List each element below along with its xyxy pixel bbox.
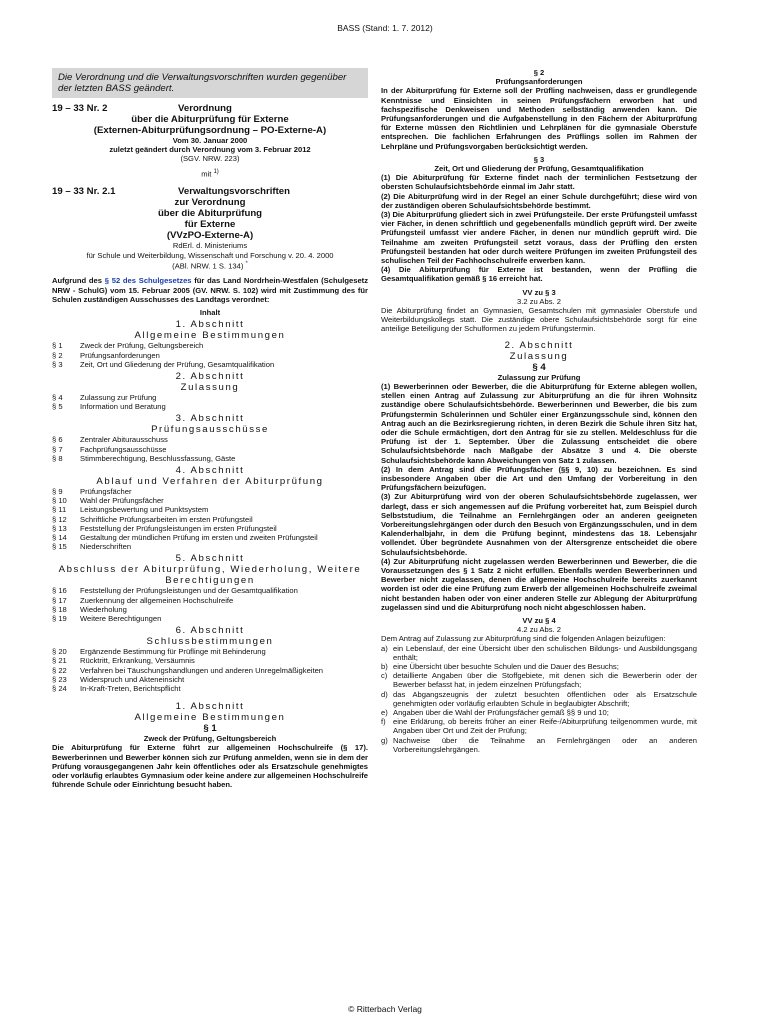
toc-abschnitt: 1. Abschnitt	[175, 319, 245, 331]
toc-item-number: § 5	[52, 402, 63, 412]
vv4-subtitle: 4.2 zu Abs. 2	[517, 625, 561, 635]
list-item	[381, 690, 697, 708]
list-item	[381, 708, 697, 717]
toc-item-label: Niederschriften	[80, 542, 132, 552]
vo-title: Verordnung	[178, 103, 232, 114]
toc-abschnitt: 6. Abschnitt	[175, 625, 245, 637]
list-item-text: detaillierte Angaben über die Stoffgebiete, mit denen sich die Bewerberin oder der Bewerber befasst hat, in jedem einzelnen Prüfungsfach;	[393, 671, 697, 690]
toc-item[interactable]	[52, 684, 368, 693]
toc-item-number: § 12	[52, 514, 67, 524]
paragraph4-clause: (1) Bewerberinnen oder Bewerber, die die Abiturprüfung für Externe ablegen wollen, stellen einen Antrag auf Zulassung zur Abiturprüfung an die für ihren Wohnsitz zuständige obere Schulaufsichtsbehörde. Bewerberinnen und Bewerber, die bis zum Prüfungstermin Schülerinnen und Schüler einer Ergänzungsschule sind, können den Antrag auch an die Bezirksregierung richten, in deren Bezirk die Schule ihren Sitz hat, oder die Schule ermächtigen, dort den Antrag für sie zu stellen. Meldeschluss für die Prüfung ist der 1. September. Über die Zulassung entscheidet die obere Schulaufsichtsbehörde nach Maßgabe der Absätze 3 und 4. Die oberste Schulaufsichtsbehörde kann Abweichungen von Satz 1 zulassen.	[381, 381, 697, 465]
toc-abschnitt: 3. Abschnitt	[175, 413, 245, 425]
toc-item-number: § 11	[52, 505, 67, 515]
toc-item[interactable]	[52, 351, 368, 360]
toc-item[interactable]	[52, 605, 368, 614]
toc-heading: Inhalt	[199, 308, 221, 318]
toc-item[interactable]	[52, 675, 368, 684]
toc-item-label: Verfahren bei Täuschungshandlungen und anderen Unregelmäßigkeiten	[80, 665, 324, 675]
paragraph1-text: Die Abiturprüfung für Externe führt zur allgemeinen Hochschulreife (§ 17). Bewerberinnen und Bewerber können sich zur Prüfung anmelden, wenn sie in dem der Prüfung vorausgegangenen Jahr kein öffentliches oder als Ersatzschule genehmigtes oder vorläufig erlaubtes Gymnasium oder keine andere zur allgemeinen Hochschulreife führende Schule oder Einrichtung besucht haben.	[52, 743, 368, 790]
toc-item-label: Zulassung zur Prüfung	[80, 392, 157, 402]
toc-item-number: § 16	[52, 586, 67, 596]
vv-heading-row	[52, 186, 368, 197]
vo-title-line2: über die Abiturprüfung für Externe	[131, 114, 289, 125]
paragraph1-number: § 1	[203, 723, 217, 735]
toc-item-label: Leistungsbewertung und Punktsystem	[80, 505, 209, 515]
list-item-text: eine Erklärung, ob bereits früher an einer Reife-/Abiturprüfung teilgenommen wurde, mit Angaben über Ort und Zeit der Prüfung;	[393, 717, 697, 736]
toc-item[interactable]	[52, 496, 368, 505]
toc-item-number: § 9	[52, 486, 63, 496]
vo-changed: zuletzt geändert durch Verordnung vom 3. Februar 2012	[109, 145, 311, 155]
toc-abschnitt: 5. Abschnitt	[175, 553, 245, 565]
paragraph3-title: Zeit, Ort und Gliederung der Prüfung, Gesamtqualifikation	[434, 164, 644, 174]
toc-item-number: § 4	[52, 392, 63, 402]
toc-item-label: Wiederholung	[80, 604, 127, 614]
toc-item[interactable]	[52, 445, 368, 454]
vo-heading-row	[52, 103, 368, 114]
toc-item[interactable]	[52, 360, 368, 369]
vv3-title: VV zu § 3	[522, 287, 556, 297]
paragraph3-clause: (1) Die Abiturprüfung für Externe findet nach der terminlichen Festsetzung der obersten Schulaufsichtsbehörde einmal im Jahr statt.	[381, 173, 697, 192]
vo-date: Vom 30. Januar 2000	[172, 136, 248, 145]
toc-item[interactable]	[52, 487, 368, 496]
toc-item-number: § 14	[52, 532, 67, 542]
toc-item[interactable]	[52, 454, 368, 463]
toc-item-label: Ergänzende Bestimmung für Prüflinge mit Behinderung	[80, 647, 266, 657]
section1-title: Allgemeine Bestimmungen	[134, 712, 286, 724]
schulgesetz-link[interactable]: § 52 des Schulgesetzes	[104, 276, 192, 286]
paragraph3-clause: (3) Die Abiturprüfung gliedert sich in zwei Prüfungsteile. Der erste Prüfungsteil umfasst vier Fächer, in denen schriftlich und gegebenenfalls mündlich geprüft wird. Der zweite Prüfungsteil umfasst vier andere Fächer, in denen nur mündlich geprüft wird. Die Teilnahme am zweiten Prüfungsteil setzt voraus, dass der Prüfling den ersten Prüfungsteil bestanden hat oder durch weitere Prüfungen im zweiten Prüfungsteil des schulischen Teil der Fachhochschulreife erwerben kann.	[381, 210, 697, 266]
toc-item[interactable]	[52, 614, 368, 623]
toc-item-label: Zuerkennung der allgemeinen Hochschulreife	[80, 595, 234, 605]
list-item	[381, 671, 697, 689]
paragraph2-number: § 2	[533, 68, 545, 77]
toc-item-number: § 15	[52, 542, 67, 552]
paragraph3-clause: (4) Die Abiturprüfung für Externe ist bestanden, wenn der Prüfling die Gesamtqualifikation gemäß § 16 erreicht hat.	[381, 265, 697, 284]
paragraph4-body	[381, 382, 697, 612]
toc-item[interactable]	[52, 542, 368, 551]
toc-item-label: Zentraler Abiturausschuss	[80, 435, 168, 445]
list-item-text: Angaben über die Wahl der Prüfungsfächer gemäß §§ 9 und 10;	[393, 708, 609, 717]
vo-number: 19 – 33 Nr. 2	[52, 103, 108, 114]
toc-item[interactable]	[52, 533, 368, 542]
footnote-marker: 1)	[213, 168, 219, 175]
list-item	[381, 644, 697, 662]
toc-item[interactable]	[52, 586, 368, 595]
toc-item-number: § 21	[52, 656, 67, 666]
paragraph1-title: Zweck der Prüfung, Geltungsbereich	[143, 734, 277, 744]
vv-title-line2: zur Verordnung	[174, 197, 246, 209]
toc-item-number: § 20	[52, 647, 67, 657]
list-item	[381, 662, 697, 671]
toc-item-number: § 1	[52, 341, 63, 351]
list-item	[381, 736, 697, 754]
vv-title-line3: über die Abiturprüfung	[157, 208, 263, 220]
toc-item[interactable]	[52, 656, 368, 665]
toc-section-title: Ablauf und Verfahren der Abiturprüfung	[96, 475, 324, 487]
vv-title-line4: für Externe	[184, 219, 236, 231]
toc-item-number: § 23	[52, 674, 67, 684]
vv4-intro: Dem Antrag auf Zulassung zur Abiturprüfung sind die folgenden Anlagen beizufügen:	[381, 634, 666, 644]
toc-item-label: Prüfungsfächer	[80, 486, 132, 496]
vv4-title: VV zu § 4	[522, 615, 556, 625]
toc-item-label: Widerspruch und Akteneinsicht	[80, 674, 185, 684]
list-item-label: b)	[381, 661, 388, 671]
vv-abl: (ABl. NRW. 1 S. 134) *	[172, 260, 248, 271]
section2-abschnitt: 2. Abschnitt	[504, 339, 574, 351]
toc-section-title: Prüfungsausschüsse	[151, 424, 269, 436]
list-item-label: e)	[381, 708, 388, 717]
toc-item-label: Zweck der Prüfung, Geltungsbereich	[80, 341, 204, 351]
toc-item[interactable]	[52, 515, 368, 524]
toc-item-number: § 10	[52, 496, 67, 506]
toc-item[interactable]	[52, 341, 368, 350]
toc-section-title: Abschluss der Abiturprüfung, Wiederholung, Weitere Berechtigungen	[58, 564, 362, 587]
toc-item[interactable]	[52, 505, 368, 514]
list-item-label: a)	[381, 643, 388, 653]
toc-item-label: In-Kraft-Treten, Berichtspflicht	[80, 683, 181, 693]
table-of-contents	[52, 319, 368, 693]
toc-item-number: § 2	[52, 350, 63, 360]
list-item-label: f)	[381, 717, 386, 727]
toc-item-label: Fachprüfungsausschüsse	[80, 444, 167, 454]
page-header: BASS (Stand: 1. 7. 2012)	[337, 23, 433, 33]
toc-item-number: § 8	[52, 453, 63, 463]
toc-item-label: Feststellung der Prüfungsleistungen und der Gesamtqualifikation	[80, 586, 298, 596]
preamble: Aufgrund des § 52 des Schulgesetzes für das Land Nordrhein-Westfalen (Schulgesetz NRW - SchulG) vom 15. Februar 2005 (GV. NRW. S. 102) wird mit Zustimmung des für Schulen zuständigen Ausschusses des Landtags verordnet:	[52, 276, 368, 304]
toc-item-number: § 24	[52, 683, 67, 693]
vv3-text: Die Abiturprüfung findet an Gymnasien, Gesamtschulen mit gymnasialer Oberstufe und Weiterbildungskollegs statt. Die zuständige obere Schulaufsichtsbehörde sorgt für eine anteilige Beteiligung der Schulformen zu jedem Prüfungstermin.	[381, 306, 697, 334]
toc-item-number: § 7	[52, 444, 63, 454]
toc-item-number: § 19	[52, 613, 67, 623]
toc-item-label: Information und Beratung	[80, 402, 166, 412]
list-item	[381, 717, 697, 735]
vo-title-line3: (Externen-Abiturprüfungsordnung – PO-Externe-A)	[93, 125, 327, 136]
toc-item-label: Weitere Berechtigungen	[80, 613, 162, 623]
toc-item-label: Gestaltung der mündlichen Prüfung im ersten und zweiten Prüfungsteil	[80, 532, 318, 542]
vv-title: Verwaltungsvorschriften	[178, 186, 290, 198]
vo-mit: mit $^{1)}$	[201, 168, 219, 179]
toc-item[interactable]	[52, 647, 368, 656]
list-item-text: Nachweise über die Teilnahme an Fernlehrgängen oder an anderen Vorbereitungslehrgängen.	[393, 735, 697, 754]
paragraph4-title: Zulassung zur Prüfung	[497, 372, 581, 382]
paragraph2-text: In der Abiturprüfung für Externe soll der Prüfling nachweisen, dass er grundlegende Kenntnisse und Einsichten in seinen Prüfungsfächern erworben hat und fachspezifische Denkweisen und Methoden selbständig anwenden kann. Die Prüfungsanforderungen und die Aufgabenstellung in den Fächern der Abiturprüfung für Externe müssen den Richtlinien und Lehrplänen für die gymnasiale Oberstufe entsprechen. Die fachlichen Erfahrungen des Prüflings sollen im Rahmen der Lehrpläne und Prüfungsvorgaben berücksichtigt werden.	[381, 86, 697, 151]
toc-item[interactable]	[52, 435, 368, 444]
toc-abschnitt: 2. Abschnitt	[175, 370, 245, 382]
paragraph3-clause: (2) Die Abiturprüfung wird in der Regel an einer Schule durchgeführt; diese wird von der zuständigen oberen Schulaufsichtsbehörde bestimmt.	[381, 191, 697, 210]
list-item-text: das Abgangszeugnis der zuletzt besuchten öffentlichen oder als Ersatzschule genehmigten oder vorläufig erlaubten Schule in beglaubigter Abschrift;	[393, 689, 697, 708]
toc-item[interactable]	[52, 393, 368, 402]
vv-number: 19 – 33 Nr. 2.1	[52, 186, 116, 198]
paragraph2-title: Prüfungsanforderungen	[495, 77, 583, 87]
paragraph4-number: § 4	[532, 361, 546, 373]
toc-item-number: § 3	[52, 359, 63, 369]
change-notice: Die Verordnung und die Verwaltungsvorschriften wurden gegenüber der letzten BASS geändert.	[52, 68, 368, 98]
section2-title: Zulassung	[509, 350, 569, 362]
toc-section-title: Allgemeine Bestimmungen	[134, 330, 286, 342]
toc-item-label: Wahl der Prüfungsfächer	[80, 496, 164, 506]
left-column	[52, 68, 368, 789]
vo-source: (SGV. NRW. 223)	[180, 154, 240, 164]
toc-item-label: Stimmberechtigung, Beschlussfassung, Gäste	[80, 453, 236, 463]
list-item-text: eine Übersicht über besuchte Schulen und die Dauer des Besuchs;	[393, 661, 619, 671]
toc-section-title: Zulassung	[180, 381, 240, 393]
footnote-marker-star: *	[245, 260, 248, 267]
toc-item-number: § 6	[52, 435, 63, 445]
toc-item[interactable]	[52, 402, 368, 411]
paragraph4-clause: (4) Zur Abiturprüfung nicht zugelassen werden Bewerberinnen und Bewerber, die die Voraussetzungen des § 1 Satz 2 nicht erfüllen. Ebenfalls werden Bewerberinnen und Bewerber nicht zugelassen, denen die allgemeine Hochschulreife bereits zuerkannt worden ist oder die eine Prüfung zum Erwerb der allgemeinen Hochschulreife zweimal nicht bestanden haben oder von einer anderen Stelle zur Ablegung der Abiturprüfung zugelassen sind und die Abiturprüfung noch nicht abgeschlossen haben.	[381, 556, 697, 612]
vv-title-line5: (VVzPO-Externe-A)	[166, 230, 254, 242]
toc-item[interactable]	[52, 596, 368, 605]
toc-item-number: § 17	[52, 595, 67, 605]
paragraph4-clause: (3) Zur Abiturprüfung wird von der oberen Schulaufsichtsbehörde zugelassen, wer darlegt, dass er sich angemessen auf die Prüfung vorbereitet hat, zum Beispiel durch Selbststudium, die Teilnahme an Fernlehrgängen oder an anderen geeigneten Vorbereitungslehrgängen oder durch den Besuch von Ergänzungsschulen, und in dem Kalenderhalbjahr, in dem die Prüfung beginnt, mindestens das 18. Lebensjahr vollendet. Über begründete Ausnahmen von der Altersgrenze entscheidet die obere Schulaufsichtsbehörde.	[381, 492, 697, 557]
toc-item-label: Schriftliche Prüfungsarbeiten im ersten Prüfungsteil	[80, 514, 253, 524]
list-item-text: ein Lebenslauf, der eine Übersicht über den schulischen Bildungs- und Ausbildungsgang enthält;	[393, 643, 697, 662]
toc-item-label: Prüfungsanforderungen	[80, 350, 160, 360]
toc-item-label: Zeit, Ort und Gliederung der Prüfung, Gesamtqualifikation	[80, 359, 275, 369]
paragraph3-number: § 3	[533, 154, 545, 164]
toc-item-label: Feststellung der Prüfungsleistungen im ersten Prüfungsteil	[80, 523, 277, 533]
list-item-label: g)	[381, 735, 388, 745]
vv3-subtitle: 3.2 zu Abs. 2	[517, 296, 561, 306]
vv-ministry: für Schule und Weiterbildung, Wissenschaft und Forschung v. 20. 4. 2000	[86, 250, 334, 260]
paragraph4-clause: (2) In dem Antrag sind die Prüfungsfächer (§§ 9, 10) zu bezeichnen. Es sind insbesondere Angaben über die Art und den Umfang der Vorbereitung in den Prüfungsfächern beizufügen.	[381, 464, 697, 493]
page-footer: © Ritterbach Verlag	[348, 1004, 422, 1014]
toc-item-number: § 13	[52, 523, 67, 533]
vv-rderl: RdErl. d. Ministeriums	[172, 241, 248, 251]
list-item-label: c)	[381, 671, 388, 681]
toc-item-number: § 18	[52, 604, 67, 614]
toc-item-number: § 22	[52, 665, 67, 675]
toc-item[interactable]	[52, 666, 368, 675]
right-column	[381, 68, 697, 754]
toc-item-label: Rücktritt, Erkrankung, Versäumnis	[80, 656, 195, 666]
toc-section-title: Schlussbestimmungen	[146, 636, 274, 648]
toc-item[interactable]	[52, 524, 368, 533]
toc-abschnitt: 4. Abschnitt	[175, 464, 245, 476]
paragraph3-body	[381, 173, 697, 283]
vv4-list	[381, 644, 697, 754]
list-item-label: d)	[381, 689, 388, 699]
section1-abschnitt: 1. Abschnitt	[175, 701, 245, 713]
